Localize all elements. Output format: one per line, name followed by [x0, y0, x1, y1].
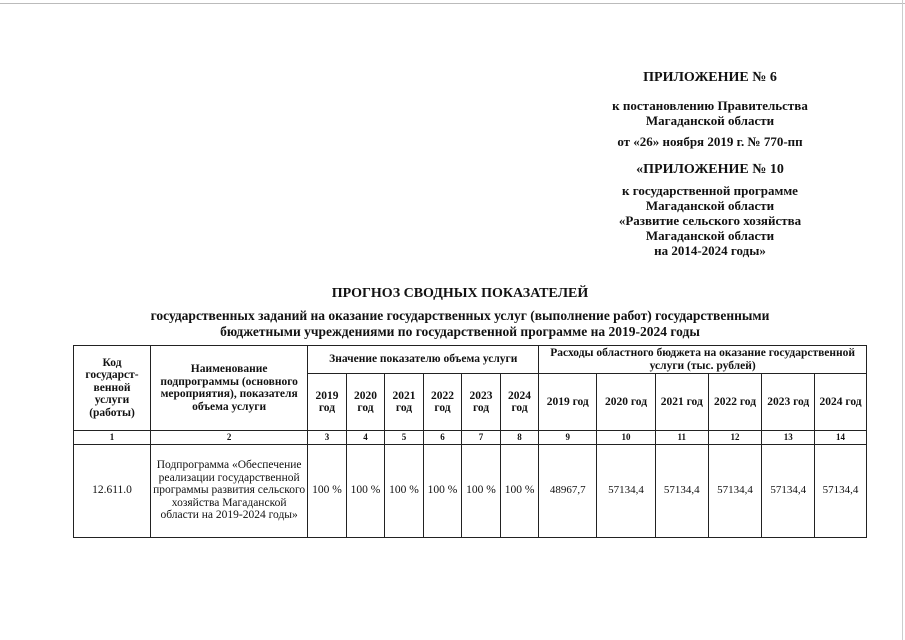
header-year: 2019 год — [308, 374, 347, 431]
header-year: 2022 год — [423, 374, 462, 431]
header-expense-group: Расходы областного бюджета на оказание государственной услуги (тыс. рублей) — [539, 346, 867, 374]
value-cell: 100 % — [308, 444, 347, 537]
scan-right-edge — [902, 0, 903, 640]
expense-cell: 57134,4 — [762, 444, 815, 537]
expense-cell: 57134,4 — [815, 444, 867, 537]
value-cell: 100 % — [423, 444, 462, 537]
header-year: 2023 год — [762, 374, 815, 431]
appendix-line: к постановлению Правительства — [612, 98, 808, 113]
header-year: 2021 год — [385, 374, 424, 431]
header-code: Код государст-венной услуги (работы) — [74, 346, 151, 431]
program-appendix-header — [560, 162, 860, 258]
header-year: 2022 год — [708, 374, 762, 431]
expense-cell: 57134,4 — [708, 444, 762, 537]
value-cell: 100 % — [500, 444, 539, 537]
program-appendix-line: к государственной программе — [622, 183, 798, 198]
column-number-row — [74, 431, 867, 445]
appendix-title: ПРИЛОЖЕНИЕ № 6 — [643, 70, 777, 85]
forecast-table — [73, 345, 867, 538]
document-heading — [80, 286, 840, 340]
expense-cell: 57134,4 — [597, 444, 656, 537]
column-number: 7 — [462, 431, 501, 445]
document-subtitle — [80, 308, 840, 340]
program-appendix-line: Магаданской области — [645, 198, 775, 213]
column-number: 13 — [762, 431, 815, 445]
expense-cell: 48967,7 — [539, 444, 597, 537]
program-appendix-title: «ПРИЛОЖЕНИЕ № 10 — [636, 162, 784, 177]
column-number: 4 — [346, 431, 385, 445]
document-subtitle-line: бюджетными учреждениями по государственной программе на 2019-2024 годы — [220, 324, 700, 339]
header-year: 2019 год — [539, 374, 597, 431]
program-appendix-line: на 2014-2024 годы» — [654, 243, 766, 258]
column-number: 9 — [539, 431, 597, 445]
appendix-date-line: от «26» ноября 2019 г. № 770-пп — [617, 134, 803, 149]
table-row — [74, 444, 867, 537]
header-year: 2024 год — [815, 374, 867, 431]
header-value-group: Значение показателю объема услуги — [308, 346, 539, 374]
appendix-line: Магаданской области — [645, 113, 775, 128]
column-number: 8 — [500, 431, 539, 445]
subprogram-name: Подпрограмма «Обеспечение реализации государственной программы развития сельского хозяйства Магаданской области на 2019-2024 годы» — [151, 444, 308, 537]
appendix-header — [560, 70, 860, 149]
scan-top-edge — [0, 3, 905, 4]
table-header-row — [74, 346, 867, 374]
header-year: 2020 год — [597, 374, 656, 431]
column-number: 10 — [597, 431, 656, 445]
service-code: 12.611.0 — [74, 444, 151, 537]
header-name: Наименование подпрограммы (основного мероприятия), показателя объема услуги — [151, 346, 308, 431]
column-number: 2 — [151, 431, 308, 445]
column-number: 6 — [423, 431, 462, 445]
value-cell: 100 % — [462, 444, 501, 537]
column-number: 14 — [815, 431, 867, 445]
expense-cell: 57134,4 — [655, 444, 708, 537]
column-number: 5 — [385, 431, 424, 445]
program-appendix-line: Магаданской области — [645, 228, 775, 243]
header-year: 2023 год — [462, 374, 501, 431]
program-appendix-line: «Развитие сельского хозяйства — [618, 213, 802, 228]
header-year: 2020 год — [346, 374, 385, 431]
document-title: ПРОГНОЗ СВОДНЫХ ПОКАЗАТЕЛЕЙ — [331, 286, 589, 301]
header-year: 2024 год — [500, 374, 539, 431]
value-cell: 100 % — [346, 444, 385, 537]
header-year: 2021 год — [655, 374, 708, 431]
column-number: 11 — [655, 431, 708, 445]
column-number: 1 — [74, 431, 151, 445]
value-cell: 100 % — [385, 444, 424, 537]
column-number: 12 — [708, 431, 762, 445]
document-subtitle-line: государственных заданий на оказание государственных услуг (выполнение работ) государственными — [150, 308, 770, 323]
column-number: 3 — [308, 431, 347, 445]
